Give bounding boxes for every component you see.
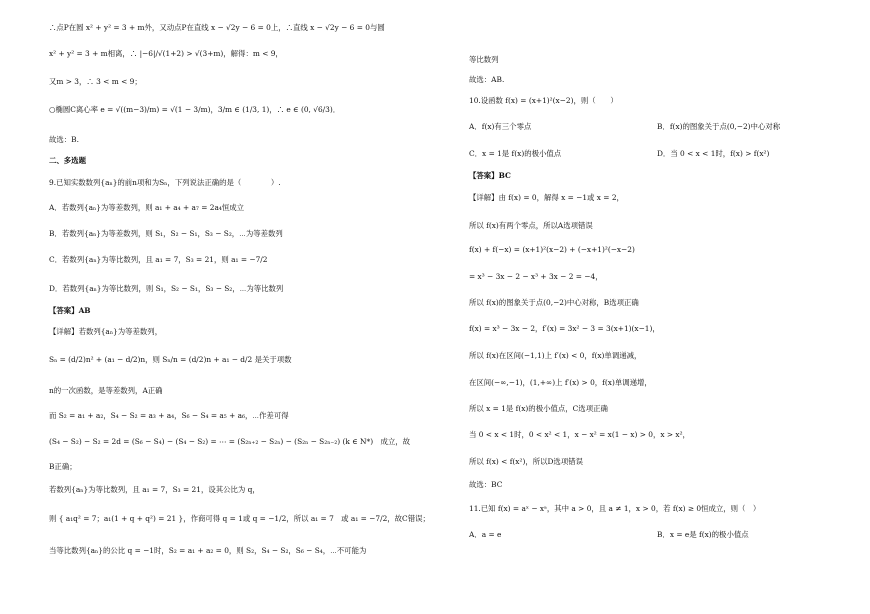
text-line: 故选：B. — [49, 135, 79, 144]
option-c: C．若数列{aₙ}为等比数列，且 a₁ = 7，S₃ = 21，则 a₁ = −7/2 — [49, 255, 268, 264]
text-line: ○椭圆C离心率 e = √((m−3)/m) = √(1 − 3/m)，3/m ∈ (1/3, 1)，∴ e ∈ (0, √6/3)． — [49, 105, 341, 114]
option-c: C．x = 1是 f(x)的极小值点 — [469, 149, 562, 158]
text-line: 所以 f(x)有两个零点，所以A选项错误 — [469, 221, 593, 230]
text-line: 当等比数列{aₙ}的公比 q = −1时，S₂ = a₁ + a₂ = 0，则 S₂，S₄ − S₂，S₆ − S₄，⋯不可能为 — [49, 546, 367, 555]
text-line: 等比数列 — [469, 55, 499, 64]
text-line: 故选：AB. — [469, 75, 505, 84]
answer-label: 【答案】BC — [469, 171, 511, 180]
formula-line: f(x) = x³ − 3x − 2，f′(x) = 3x² − 3 = 3(x+1)(x−1)， — [469, 324, 660, 333]
text-line: 所以 f(x) < f(x²)，所以D选项错误 — [469, 457, 583, 466]
text-line: 【详解】若数列{aₙ}为等差数列， — [49, 327, 163, 336]
option-a: A．若数列{aₙ}为等差数列，则 a₁ + a₄ + a₇ = 2a₄恒成立 — [49, 203, 245, 212]
option-b: B．f(x)的图象关于点(0,−2)中心对称 — [657, 122, 781, 131]
formula-line: = x³ − 3x − 2 − x³ + 3x − 2 = −4， — [469, 272, 603, 281]
text-line: 【详解】由 f(x) = 0，解得 x = −1或 x = 2， — [469, 193, 624, 202]
text-line: 所以 x = 1是 f(x)的极小值点，C选项正确 — [469, 404, 608, 413]
text-line: x² + y² = 3 + m相离，∴ |−6|/√(1+2) > √(3+m)，解得：m < 9， — [49, 49, 283, 58]
text-line: n的一次函数，是等差数列，A正确 — [49, 386, 163, 395]
text-line: 所以 f(x)的图象关于点(0,−2)中心对称，B选项正确 — [469, 298, 639, 307]
option-d: D．若数列{aₙ}为等比数列，则 S₁，S₂ − S₁，S₃ − S₂，⋯为等比数列 — [49, 284, 284, 293]
option-d: D．当 0 < x < 1时，f(x) > f(x²) — [657, 149, 770, 158]
option-a: A．a = e — [469, 530, 502, 539]
option-b: B．x = e是 f(x)的极小值点 — [657, 530, 749, 539]
right-column — [469, 0, 839, 614]
question-10: 10.设函数 f(x) = (x+1)²(x−2)，则（ ） — [469, 96, 618, 105]
text-line: 若数列{aₙ}为等比数列，且 a₁ = 7，S₃ = 21，设其公比为 q， — [49, 485, 260, 494]
formula-line: f(x) + f(−x) = (x+1)²(x−2) + (−x+1)²(−x−2) — [469, 245, 635, 254]
formula-line: 当 0 < x < 1时，0 < x² < 1，x − x² = x(1 − x) > 0，x > x²， — [469, 430, 690, 439]
question-11: 11.已知 f(x) = aˣ − xᵃ，其中 a > 0，且 a ≠ 1，x > 0，若 f(x) ≥ 0恒成立，则（ ） — [469, 504, 761, 513]
text-line: 所以 f(x)在区间(−1,1)上 f′(x) < 0，f(x)单调递减， — [469, 351, 642, 360]
formula-line: Sₙ = (d/2)n² + (a₁ − d/2)n，则 Sₙ/n = (d/2)n + a₁ − d/2 是关于项数 — [49, 355, 292, 364]
text-line: B正确； — [49, 462, 77, 471]
left-column — [49, 0, 429, 614]
text-line: 故选：BC — [469, 480, 503, 489]
formula-line: 而 S₂ = a₁ + a₂，S₄ − S₂ = a₃ + a₄，S₆ − S₄ = a₅ + a₆，⋯作差可得 — [49, 411, 289, 420]
answer-label: 【答案】AB — [49, 306, 91, 315]
text-line: 在区间(−∞,−1)，(1,+∞)上 f′(x) > 0，f(x)单调递增， — [469, 378, 652, 387]
option-b: B．若数列{aₙ}为等差数列，则 S₁，S₂ − S₁，S₃ − S₂，⋯为等差数列 — [49, 229, 283, 238]
formula-line: (S₄ − S₂) − S₂ = 2d = (S₆ − S₄) − (S₄ − S₂) = ⋯ = (S₂ₙ₊₂ − S₂ₙ) − (S₂ₙ − S₂ₙ₋₂) (k ∈ N*) 成立，故 — [49, 437, 411, 446]
text-line: ∴点P在圆 x² + y² = 3 + m外，又动点P在直线 x − √2y − 6 = 0上，∴直线 x − √2y − 6 = 0与圆 — [49, 23, 385, 32]
formula-line: 则 { a₁q² = 7；a₁(1 + q + q²) = 21 }，作商可得 q = 1或 q = −1/2，所以 a₁ = 7 或 a₁ = −7/2，故C错误； — [49, 514, 430, 523]
option-a: A．f(x)有三个零点 — [469, 122, 532, 131]
section-heading: 二、多选题 — [49, 156, 86, 165]
text-line: 又m > 3，∴ 3 < m < 9； — [49, 77, 142, 86]
question-9: 9.已知实数数列{aₙ}的前n项和为Sₙ，下列说法正确的是（ ）. — [49, 178, 281, 187]
